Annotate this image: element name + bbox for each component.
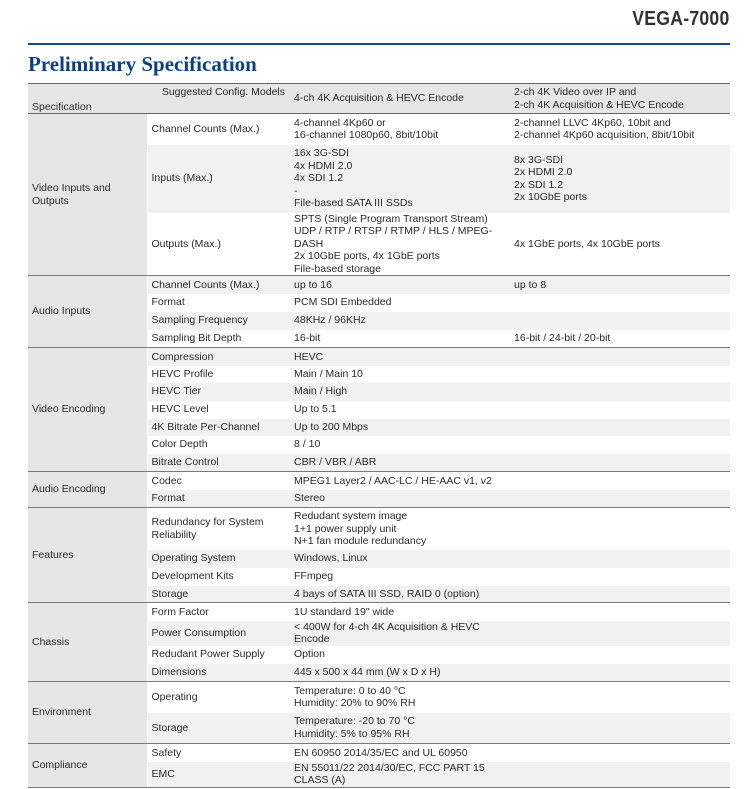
table-row: [28, 603, 730, 621]
row-value-1: SPTS (Single Program Transport Stream) UDP / RTP / RTSP / RTMP / HLS / MPEG-DASH 2x 10GbE ports, 4x 1GbE ports File-based storage: [289, 213, 509, 276]
row-value-2: [509, 436, 730, 454]
row-label: Bitrate Control: [147, 454, 289, 472]
spec-table: [28, 83, 730, 788]
row-label: Outputs (Max.): [147, 213, 289, 276]
row-value-2: 16-bit / 24-bit / 20-bit: [509, 330, 730, 348]
row-value-2: up to 8: [509, 276, 730, 294]
row-label: Storage: [147, 713, 289, 744]
row-label: Inputs (Max.): [147, 145, 289, 213]
row-value-1: EN 55011/22 2014/30/EC, FCC PART 15 CLASS (A): [289, 762, 509, 788]
row-label: Power Consumption: [147, 621, 289, 646]
row-value-2: [509, 550, 730, 568]
row-label: EMC: [147, 762, 289, 788]
table-row: [28, 276, 730, 294]
row-value-2: [509, 366, 730, 383]
row-value-2: [509, 294, 730, 312]
row-value-1: EN 60950 2014/35/EC and UL 60950: [289, 744, 509, 762]
row-value-1: PCM SDI Embedded: [289, 294, 509, 312]
row-value-2: [509, 682, 730, 713]
row-value-2: [509, 621, 730, 646]
row-value-2: [509, 646, 730, 664]
header-models-label: Suggested Config. Models: [161, 86, 286, 98]
row-value-2: 4x 1GbE ports, 4x 10GbE ports: [509, 213, 730, 276]
row-value-1: Up to 5.1: [289, 401, 509, 419]
row-value-1: up to 16: [289, 276, 509, 294]
row-label: Redundancy for System Reliability: [147, 508, 289, 550]
row-value-1: Redudant system image 1+1 power supply unit N+1 fan module redundancy: [289, 508, 509, 550]
row-value-2: [509, 312, 730, 330]
row-value-2: [509, 401, 730, 419]
row-value-2: [509, 348, 730, 366]
table-header-row: [28, 84, 730, 114]
table-row: [28, 114, 730, 145]
header-rule: [28, 43, 730, 45]
row-value-1: < 400W for 4-ch 4K Acquisition & HEVC Encode: [289, 621, 509, 646]
category-video-io: Video Inputs and Outputs: [28, 114, 147, 276]
category-audio-inputs: Audio Inputs: [28, 276, 147, 348]
header-spec-label: Specification: [32, 100, 92, 113]
row-value-2: 2-channel LLVC 4Kp60, 10bit and 2-channel 4Kp60 acquisition, 8bit/10bit: [509, 114, 730, 145]
row-value-1: HEVC: [289, 348, 509, 366]
row-label: HEVC Level: [147, 401, 289, 419]
row-label: HEVC Profile: [147, 366, 289, 383]
row-value-1: 48KHz / 96KHz: [289, 312, 509, 330]
row-value-1: 1U standard 19" wide: [289, 603, 509, 621]
row-value-1: Temperature: -20 to 70 °C Humidity: 5% to 95% RH: [289, 713, 509, 744]
category-video-encoding: Video Encoding: [28, 348, 147, 472]
page-title: Preliminary Specification: [28, 52, 257, 76]
row-label: Channel Counts (Max.): [147, 276, 289, 294]
row-value-2: [509, 586, 730, 603]
row-value-1: 445 x 500 x 44 mm (W x D x H): [289, 664, 509, 682]
category-environment: Environment: [28, 682, 147, 744]
table-row: [28, 508, 730, 550]
table-row: [28, 348, 730, 366]
row-value-1: Main / Main 10: [289, 366, 509, 383]
row-label: HEVC Tier: [147, 383, 289, 401]
category-chassis: Chassis: [28, 603, 147, 682]
row-label: Operating: [147, 682, 289, 713]
row-label: Compression: [147, 348, 289, 366]
row-value-1: Temperature: 0 to 40 °C Humidity: 20% to 90% RH: [289, 682, 509, 713]
table-row: [28, 682, 730, 713]
row-value-1: CBR / VBR / ABR: [289, 454, 509, 472]
row-value-2: [509, 508, 730, 550]
row-value-2: [509, 490, 730, 508]
row-value-2: [509, 419, 730, 436]
row-value-1: 16-bit: [289, 330, 509, 348]
row-value-2: [509, 664, 730, 682]
row-label: Safety: [147, 744, 289, 762]
row-value-2: [509, 472, 730, 490]
header-model2: 2-ch 4K Video over IP and 2-ch 4K Acquisition & HEVC Encode: [509, 84, 730, 114]
model-name: VEGA-7000: [632, 8, 730, 30]
row-label: Redudant Power Supply: [147, 646, 289, 664]
table-row: [28, 744, 730, 762]
category-audio-encoding: Audio Encoding: [28, 472, 147, 508]
category-compliance: Compliance: [28, 744, 147, 788]
row-value-1: Option: [289, 646, 509, 664]
row-label: Form Factor: [147, 603, 289, 621]
row-value-1: FFmpeg: [289, 568, 509, 586]
row-label: Sampling Frequency: [147, 312, 289, 330]
header-model1: 4-ch 4K Acquisition & HEVC Encode: [289, 84, 509, 114]
row-value-2: [509, 744, 730, 762]
row-value-2: [509, 762, 730, 788]
header-spec-cell: [28, 84, 289, 114]
row-label: Development Kits: [147, 568, 289, 586]
row-value-1: MPEG1 Layer2 / AAC-LC / HE-AAC v1, v2: [289, 472, 509, 490]
category-features: Features: [28, 508, 147, 603]
row-label: Sampling Bit Depth: [147, 330, 289, 348]
row-label: 4K Bitrate Per-Channel: [147, 419, 289, 436]
row-label: Format: [147, 490, 289, 508]
row-value-1: Up to 200 Mbps: [289, 419, 509, 436]
row-value-2: [509, 568, 730, 586]
row-value-2: 8x 3G-SDI 2x HDMI 2.0 2x SDI 1.2 2x 10GbE ports: [509, 145, 730, 213]
row-label: Format: [147, 294, 289, 312]
table-row: [28, 472, 730, 490]
row-value-1: 8 / 10: [289, 436, 509, 454]
row-label: Operating System: [147, 550, 289, 568]
row-value-2: [509, 454, 730, 472]
row-label: Channel Counts (Max.): [147, 114, 289, 145]
row-value-1: 4-channel 4Kp60 or 16-channel 1080p60, 8bit/10bit: [289, 114, 509, 145]
row-value-1: Stereo: [289, 490, 509, 508]
row-value-2: [509, 383, 730, 401]
row-value-1: Main / High: [289, 383, 509, 401]
row-label: Codec: [147, 472, 289, 490]
row-value-1: 4 bays of SATA III SSD, RAID 0 (option): [289, 586, 509, 603]
row-value-2: [509, 603, 730, 621]
row-value-1: 16x 3G-SDI 4x HDMI 2.0 4x SDI 1.2 - File-based SATA III SSDs: [289, 145, 509, 213]
row-value-1: Windows, Linux: [289, 550, 509, 568]
row-label: Dimensions: [147, 664, 289, 682]
row-label: Color Depth: [147, 436, 289, 454]
row-value-2: [509, 713, 730, 744]
row-label: Storage: [147, 586, 289, 603]
